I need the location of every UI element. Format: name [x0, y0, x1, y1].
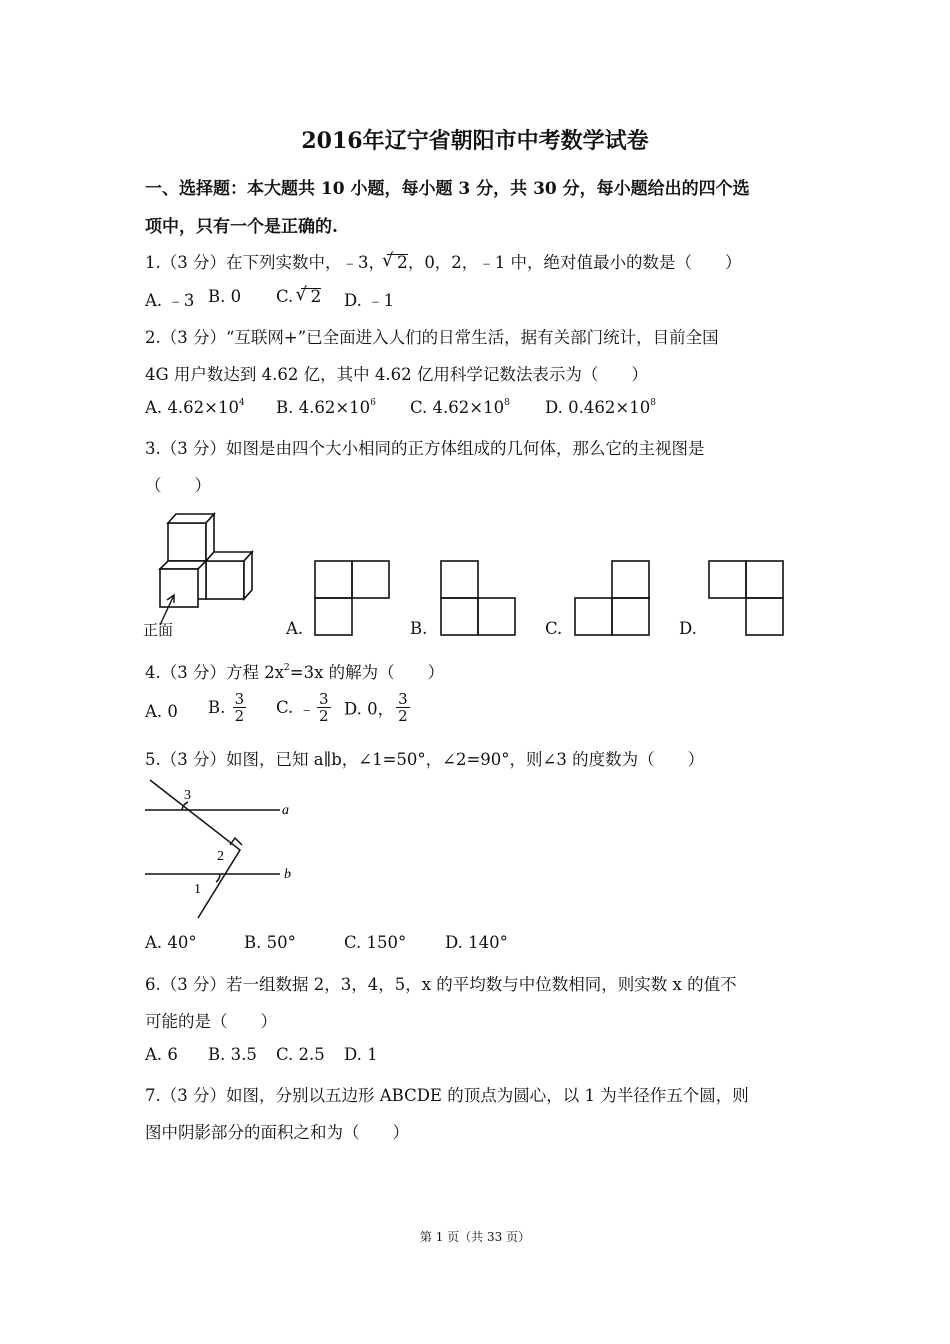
cube-front-front: [160, 569, 198, 607]
q1-option-c-label: C.: [276, 287, 294, 306]
q1-sqrt: [387, 254, 408, 272]
q3-option-b-figure: [440, 560, 516, 636]
q2-option-c-base: C. 4.62×10: [410, 398, 505, 417]
cube-right-front: [206, 561, 244, 599]
q2-option-b-exp: 6: [370, 398, 376, 408]
q4-option-b-denominator: 2: [234, 707, 245, 725]
q4-option-b-label: B.: [208, 698, 226, 717]
q4-option-d-denominator: 2: [398, 707, 408, 725]
section-heading-line2: 项中，只有一个是正确的.: [145, 217, 338, 237]
q4-option-d-label: D. 0，: [344, 699, 395, 719]
q2-option-d-base: D. 0.462×10: [545, 398, 651, 417]
q4-option-c: [276, 691, 333, 724]
q4-stem-exp: 2: [284, 663, 290, 673]
label-3: 3: [184, 788, 191, 803]
q1-option-c: [276, 287, 321, 306]
q3-option-a-label: A.: [286, 619, 304, 638]
q4-option-c-numerator: 3: [319, 690, 329, 708]
q1-option-d: D. ﹣1: [344, 291, 395, 310]
q4-stem-post: =3x 的解为（ ）: [289, 663, 445, 682]
page-footer: 第 1 页（共 33 页）: [419, 1230, 531, 1244]
q4-option-d-numerator: 3: [398, 690, 408, 708]
question-1-stem: [145, 249, 742, 273]
label-a: a: [282, 803, 289, 818]
q3-option-c-figure: [574, 560, 650, 636]
q2-option-c: [410, 398, 510, 417]
q4-option-c-denominator: 2: [319, 707, 329, 725]
q3-option-b-label: B.: [410, 619, 428, 638]
q2-option-d: [545, 398, 656, 417]
q3-option-d-figure: [708, 560, 784, 636]
q5-option-a: A. 40°: [145, 933, 197, 952]
q2-option-b-base: B. 4.62×10: [276, 398, 371, 417]
q6-option-b: B. 3.5: [208, 1045, 257, 1064]
q2-option-d-exp: 8: [650, 398, 656, 408]
cube-top-front: [168, 523, 206, 561]
q2-option-a: [145, 398, 245, 417]
q4-option-b-numerator: 3: [234, 690, 245, 708]
q3-front-label: 正面: [143, 621, 174, 639]
question-7-line2: 图中阴影部分的面积之和为（ ）: [145, 1123, 409, 1142]
q2-option-a-exp: 4: [238, 398, 245, 408]
cube-front-top: [160, 561, 206, 569]
question-6-line2: 可能的是（ ）: [145, 1012, 277, 1031]
q1-stem-part-b: ，0，2，﹣1 中，绝对值最小的数是（ ）: [407, 253, 742, 272]
q5-parallel-lines-figure: [140, 778, 300, 920]
q3-option-d-label: D.: [679, 619, 697, 638]
q4-option-d: [344, 691, 412, 724]
q4-option-b: [208, 691, 248, 724]
q2-option-c-exp: 8: [504, 398, 510, 408]
question-6-line1: 6.（3 分）若一组数据 2，3，4，5，x 的平均数与中位数相同，则实数 x 的值不: [145, 975, 737, 994]
question-3-line1: 3.（3 分）如图是由四个大小相同的正方体组成的几何体，那么它的主视图是: [145, 439, 705, 458]
q5-option-c: C. 150°: [344, 933, 407, 952]
question-3-line2: （ ）: [145, 476, 211, 495]
q1-sqrt-arg: 2: [396, 253, 408, 273]
label-1: 1: [194, 882, 201, 897]
label-b: b: [284, 867, 291, 882]
q2-option-a-base: A. 4.62×10: [145, 398, 239, 417]
question-4-stem: [145, 659, 444, 683]
section-heading-line1: 一、选择题：本大题共 10 小题，每小题 3 分，共 30 分，每小题给出的四个选: [145, 179, 750, 199]
question-2-line2: 4G 用户数达到 4.62 亿，其中 4.62 亿用科学记数法表示为（ ）: [145, 365, 648, 384]
question-2-line1: 2.（3 分）“互联网+”已全面进入人们的日常生活，据有关部门统计，目前全国: [145, 328, 719, 347]
q6-option-d: D. 1: [344, 1045, 378, 1064]
label-2: 2: [217, 849, 224, 864]
q4-option-c-sign: ﹣: [298, 699, 316, 719]
q4-option-c-fraction: [317, 691, 331, 724]
bent-line: [150, 780, 240, 918]
q1-option-b: B. 0: [208, 287, 242, 306]
q3-option-c-label: C.: [545, 619, 563, 638]
q5-option-b: B. 50°: [244, 933, 296, 952]
q6-option-c: C. 2.5: [276, 1045, 325, 1064]
q1-option-c-sqrt: [301, 288, 322, 306]
page-title: 2016年辽宁省朝阳市中考数学试卷: [301, 128, 649, 154]
q4-option-c-label: C.: [276, 698, 294, 717]
cube-right-side: [244, 552, 252, 599]
q4-option-b-fraction: [233, 691, 247, 724]
q5-option-d: D. 140°: [445, 933, 508, 952]
q1-stem-part-a: 1.（3 分）在下列实数中，﹣3，: [145, 253, 385, 272]
question-7-line1: 7.（3 分）如图，分别以五边形 ABCDE 的顶点为圆心，以 1 为半径作五个圆，则: [145, 1086, 749, 1105]
q1-option-a: A. ﹣3: [145, 291, 195, 310]
q3-option-a-figure: [314, 560, 390, 636]
q6-option-a: A. 6: [145, 1045, 178, 1064]
q4-stem-pre: 4.（3 分）方程 2x: [145, 663, 285, 682]
q4-option-a: A. 0: [145, 702, 178, 721]
q2-option-b: [276, 398, 376, 417]
q4-option-d-fraction: [396, 691, 410, 724]
question-5-stem: 5.（3 分）如图，已知 a∥b，∠1=50°，∠2=90°，则∠3 的度数为（ ）: [145, 750, 705, 769]
q1-option-c-sqrt-arg: 2: [310, 287, 322, 307]
angle-1-arc: [216, 874, 220, 882]
